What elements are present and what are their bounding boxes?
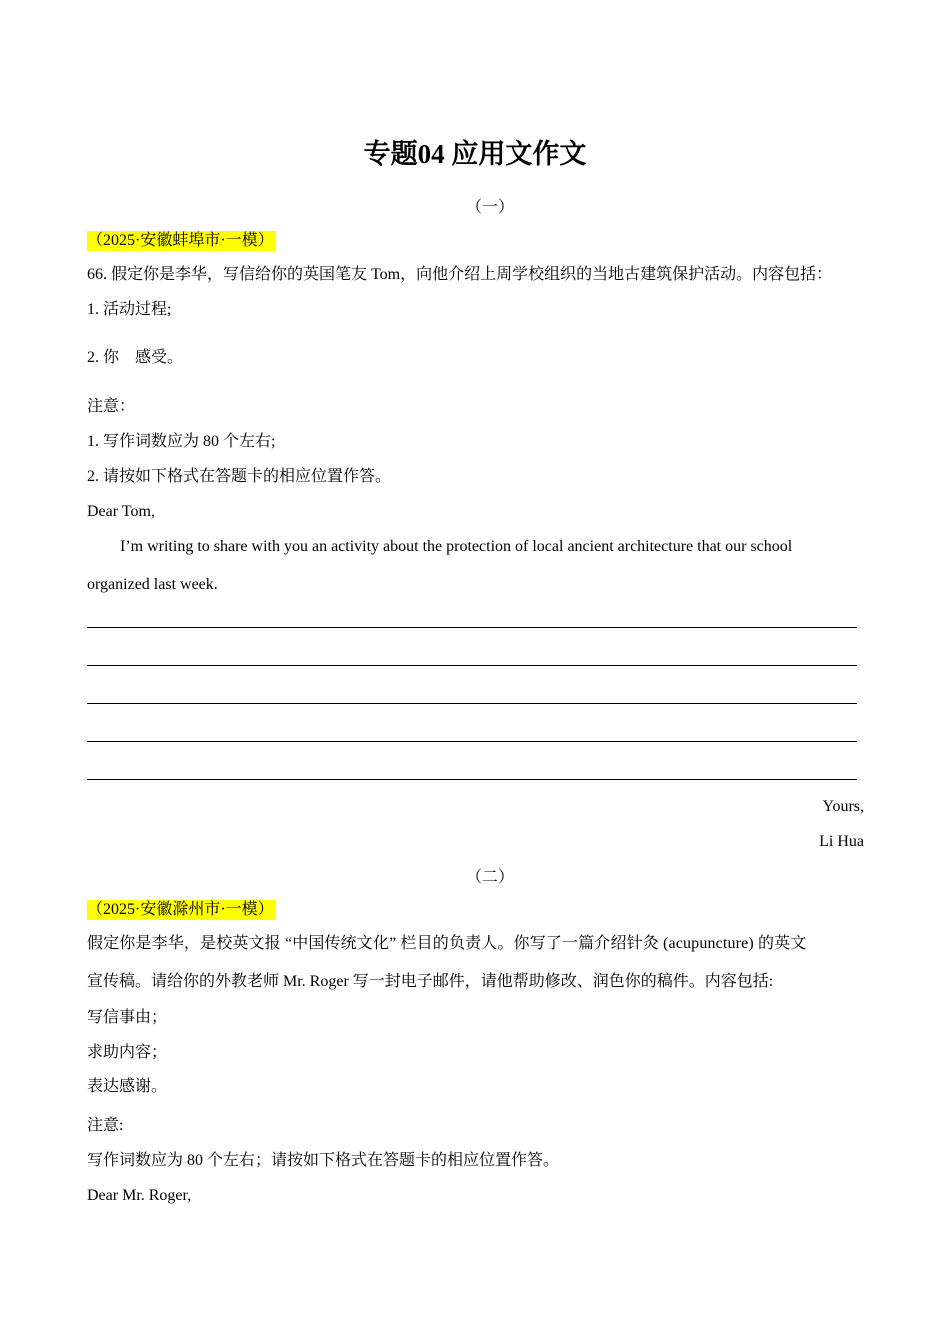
point-2-1: 写信事由； (87, 1009, 168, 1026)
letter-greeting-2: Dear Mr. Roger, (87, 1187, 192, 1204)
prompt-1: 66. 假定你是李华，写信给你的英国笔友 Tom，向他介绍上周学校组织的当地古建筑保护活动。内容包括： (87, 266, 833, 283)
page-title: 专题04 应用文作文 (363, 139, 587, 169)
answer-line (87, 741, 857, 742)
answer-line (87, 665, 857, 666)
letter-opening-line-1: I’m writing to share with you an activity about the protection of local ancient architecture that our school (120, 538, 793, 555)
notice-1-1: 1. 写作词数应为 80 个左右; (87, 433, 276, 450)
notice-label-2: 注意: (87, 1117, 124, 1134)
letter-closing-1: Yours, (822, 798, 864, 815)
section-heading-2: （二） (465, 869, 514, 886)
answer-line (87, 703, 857, 704)
point-1-1: 1. 活动过程; (87, 301, 172, 318)
point-2-2: 求助内容； (87, 1044, 168, 1061)
prompt-2-line-2: 宣传稿。请给你的外教老师 Mr. Roger 写一封电子邮件，请他帮助修改、润色你的稿件。内容包括: (87, 973, 774, 990)
notice-2-1: 写作词数应为 80 个左右；请按如下格式在答题卡的相应位置作答。 (87, 1152, 560, 1169)
section-heading-1: （一） (465, 199, 514, 216)
letter-opening-line-2: organized last week. (87, 576, 218, 593)
letter-greeting-1: Dear Tom, (87, 503, 155, 520)
prompt-2-line-1: 假定你是李华，是校英文报 “中国传统文化” 栏目的负责人。你写了一篇介绍针灸 (acupuncture) 的英文 (87, 935, 807, 952)
answer-line (87, 627, 857, 628)
point-2-3: 表达感谢。 (87, 1078, 168, 1095)
notice-1-2: 2. 请按如下格式在答题卡的相应位置作答。 (87, 468, 392, 485)
letter-signature-1: Li Hua (819, 833, 864, 850)
source-tag-1: （2025·安徽蚌埠市·一模） (87, 232, 274, 249)
point-1-2: 2. 你 感受。 (87, 349, 184, 366)
source-tag-2: （2025·安徽滁州市·一模） (87, 901, 274, 918)
answer-line (87, 779, 857, 780)
notice-label-1: 注意： (87, 398, 136, 415)
